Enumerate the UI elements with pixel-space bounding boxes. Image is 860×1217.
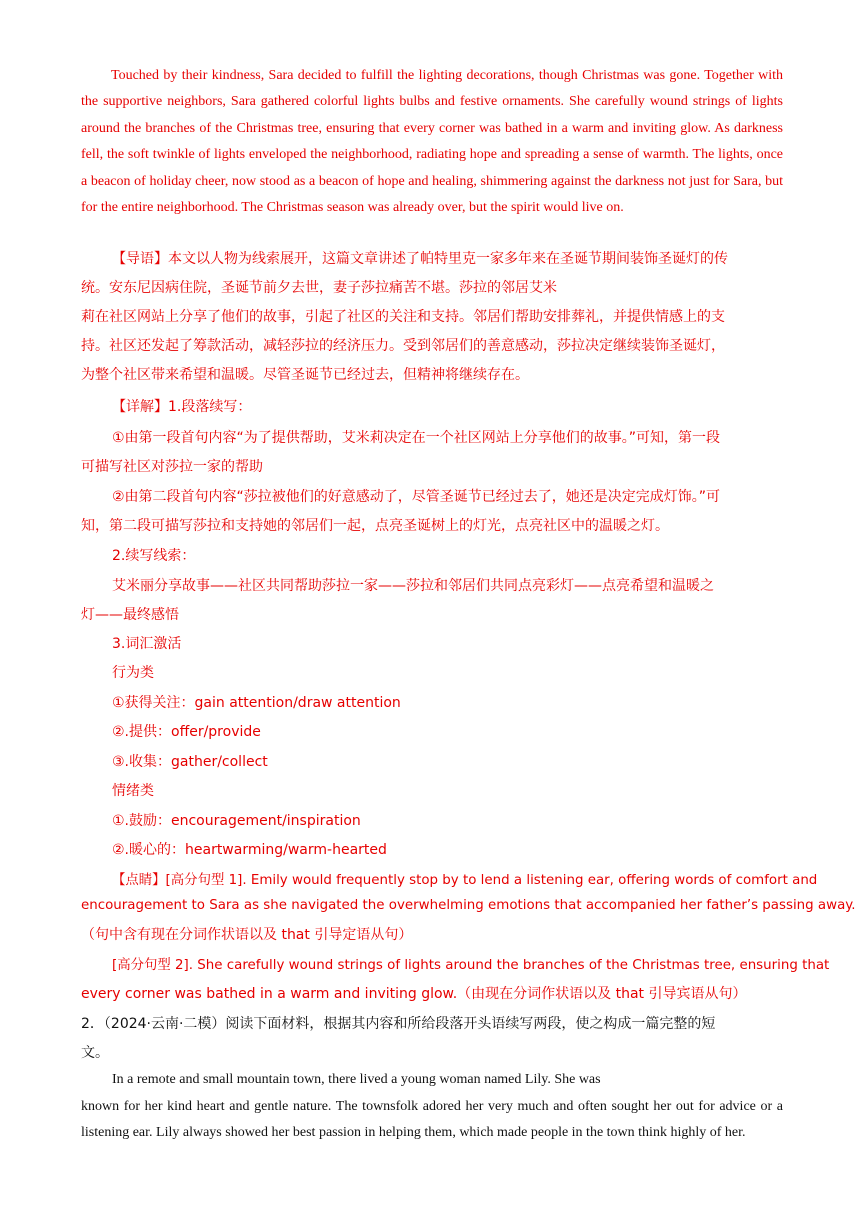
details-p1-line-1: ①由第一段首句内容“为了提供帮助，艾米莉决定在一个社区网站上分享他们的故事。”可知，第一段 (112, 430, 721, 446)
passage-line-1: In a remote and small mountain town, there lived a young woman named Lily. She was (112, 1072, 601, 1087)
guide-line-4: 持。社区还发起了筹款活动，减轻莎拉的经济压力。受到邻居们的善意感动，莎拉决定继续装饰圣诞灯， (81, 338, 725, 354)
emotion-header: 情绪类 (112, 783, 154, 799)
highlight-2-line-1: [高分句型 2]. She carefully wound strings of lights around the branches of the Christmas tree, ensuring that (112, 958, 830, 973)
clues-line-2: 灯——最终感悟 (81, 607, 179, 623)
clues-line-1: 艾米丽分享故事——社区共同帮助莎拉一家——莎拉和邻居们共同点亮彩灯——点亮希望和温暖之 (112, 578, 714, 594)
emotion-item: ①.鼓励：encouragement/inspiration (112, 813, 361, 829)
highlight-2-line-2: every corner was bathed in a warm and inviting glow.（由现在分词作状语以及 that 引导宾语从句） (81, 986, 747, 1002)
highlight-1-line-2: encouragement to Sara as she navigated the overwhelming emotions that accompanied her father’s passing away. (81, 898, 856, 913)
passage-body: known for her kind heart and gentle nature. The townsfolk adored her very much and often sought her out for advice or a listening ear. Lily always showed her best passion in helping them, which made people in the town think highly of her. (81, 1099, 783, 1141)
vocab-header: 3.词汇激活 (112, 636, 182, 652)
highlight-1-line-1: 【点睛】[高分句型 1]. Emily would frequently stop by to lend a listening ear, offering words of comfort and (112, 873, 818, 888)
details-p2-line-2: 知，第二段可描写莎拉和支持她的邻居们一起，点亮圣诞树上的灯光，点亮社区中的温暖之灯。 (81, 518, 669, 534)
details-p2-line-1: ②由第二段首句内容“莎拉被他们的好意感动了，尽管圣诞节已经过去了，她还是决定完成灯饰。”可 (112, 489, 721, 505)
story-paragraph: Touched by their kindness, Sara decided to fulfill the lighting decorations, though Christmas was gone. Together with the supportive neighbors, Sara gathered colorful lights bulbs and festive ornaments. She carefully wound strings of lights around the branches of the Christmas tree, ensuring that every corner was bathed in a warm and inviting glow. As darkness fell, the soft twinkle of lights enveloped the neighborhood, radiating hope and spreading a sense of warmth. The lights, once a beacon of holiday cheer, now stood as a beacon of hope and healing, shimmering against the darkness not just for Sara, but for the entire neighborhood. The Christmas season was already over, but the spirit would live on. (81, 68, 783, 216)
action-item: ②.提供：offer/provide (112, 724, 261, 740)
guide-line-1: 【导语】本文以人物为线索展开，这篇文章讲述了帕特里克一家多年来在圣诞节期间装饰圣诞灯的传 (112, 251, 728, 267)
highlight-1-line-3: （句中含有现在分词作状语以及 that 引导定语从句） (81, 927, 413, 943)
guide-line-2: 统。安东尼因病住院，圣诞节前夕去世，妻子莎拉痛苦不堪。莎拉的邻居艾米 (81, 280, 557, 296)
details-header: 【详解】1.段落续写： (112, 399, 252, 415)
guide-line-5: 为整个社区带来希望和温暖。尽管圣诞节已经过去，但精神将继续存在。 (81, 367, 529, 383)
action-item: ①获得关注：gain attention/draw attention (112, 695, 401, 711)
emotion-item: ②.暖心的：heartwarming/warm-hearted (112, 842, 387, 858)
question-2-line-2: 文。 (81, 1045, 109, 1061)
details-p1-line-2: 可描写社区对莎拉一家的帮助 (81, 459, 263, 475)
action-item: ③.收集：gather/collect (112, 754, 268, 770)
guide-line-3: 莉在社区网站上分享了他们的故事，引起了社区的关注和支持。邻居们帮助安排葬礼，并提供情感上的支 (81, 309, 725, 325)
action-header: 行为类 (112, 665, 154, 681)
question-2-line-1: 2．（2024·云南·二模）阅读下面材料，根据其内容和所给段落开头语续写两段，使之构成一篇完整的短 (81, 1016, 716, 1032)
clues-header: 2.续写线索： (112, 548, 196, 564)
